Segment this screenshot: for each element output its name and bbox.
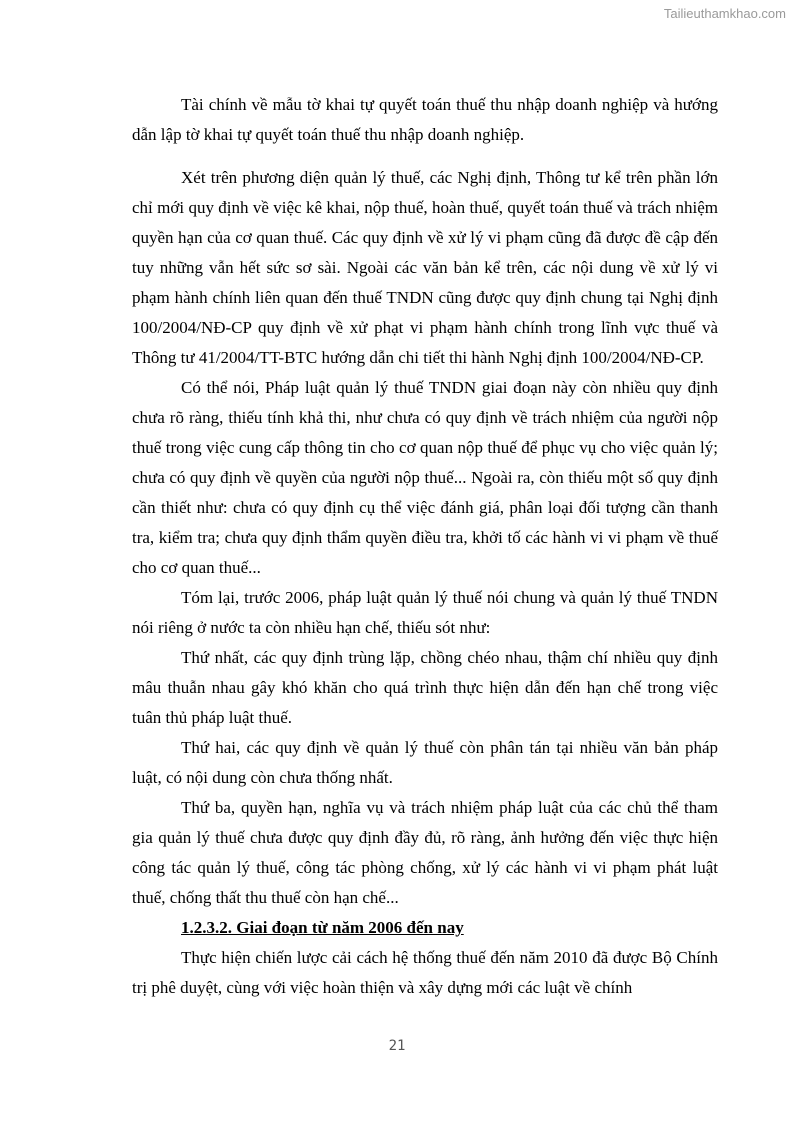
paragraph-5: Thứ nhất, các quy định trùng lặp, chồng chéo nhau, thậm chí nhiều quy định mâu thuẫn nhau gây khó khăn cho quá trình thực hiện dẫn đến hạn chế trong việc tuân thủ pháp luật thuế. xyxy=(132,648,718,727)
watermark: Tailieuthamkhao.com xyxy=(663,6,786,21)
paragraph-4: Tóm lại, trước 2006, pháp luật quản lý thuế nói chung và quản lý thuế TNDN nói riêng ở nước ta còn nhiều hạn chế, thiếu sót như: xyxy=(132,588,718,637)
document-body xyxy=(132,90,718,1003)
paragraph-6: Thứ hai, các quy định về quản lý thuế còn phân tán tại nhiều văn bản pháp luật, có nội dung còn chưa thống nhất. xyxy=(132,738,718,787)
paragraph-8: Thực hiện chiến lược cải cách hệ thống thuế đến năm 2010 đã được Bộ Chính trị phê duyệt, cùng với việc hoàn thiện và xây dựng mới các luật về chính xyxy=(132,948,718,997)
paragraph-1: Tài chính về mẫu tờ khai tự quyết toán thuế thu nhập doanh nghiệp và hướng dẫn lập tờ khai tự quyết toán thuế thu nhập doanh nghiệp. xyxy=(132,95,718,144)
paragraph-7: Thứ ba, quyền hạn, nghĩa vụ và trách nhiệm pháp luật của các chủ thể tham gia quản lý thuế chưa được quy định đầy đủ, rõ ràng, ảnh hưởng đến việc thực hiện công tác quản lý thuế, công tác phòng chống, xử lý các hành vi vi phạm phát luật thuế, chống thất thu thuế còn hạn chế... xyxy=(132,798,718,907)
paragraph-3: Có thể nói, Pháp luật quản lý thuế TNDN giai đoạn này còn nhiều quy định chưa rõ ràng, thiếu tính khả thi, như chưa có quy định về trách nhiệm của người nộp thuế trong việc cung cấp thông tin cho cơ quan nộp thuế để phục vụ cho việc quản lý; chưa có quy định về quyền của người nộp thuế... Ngoài ra, còn thiếu một số quy định cần thiết như: chưa có quy định cụ thể việc đánh giá, phân loại đối tượng cần thanh tra, kiểm tra; chưa quy định thẩm quyền điều tra, khởi tố các hành vi vi phạm về thuế cho cơ quan thuế... xyxy=(132,378,718,577)
section-heading: 1.2.3.2. Giai đoạn từ năm 2006 đến nay xyxy=(181,918,464,937)
page-number: 21 xyxy=(388,1038,406,1054)
paragraph-2: Xét trên phương diện quản lý thuế, các Nghị định, Thông tư kể trên phần lớn chỉ mới quy định về việc kê khai, nộp thuế, hoàn thuế, quyết toán thuế và trách nhiệm quyền hạn của cơ quan thuế. Các quy định về xử lý vi phạm cũng đã được đề cập đến tuy những vẫn hết sức sơ sài. Ngoài các văn bản kể trên, các nội dung về xử lý vi phạm hành chính liên quan đến thuế TNDN cũng được quy định chung tại Nghị định 100/2004/NĐ-CP quy định về xử phạt vi phạm hành chính trong lĩnh vực thuế và Thông tư 41/2004/TT-BTC hướng dẫn chi tiết thi hành Nghị định 100/2004/NĐ-CP. xyxy=(132,168,718,367)
